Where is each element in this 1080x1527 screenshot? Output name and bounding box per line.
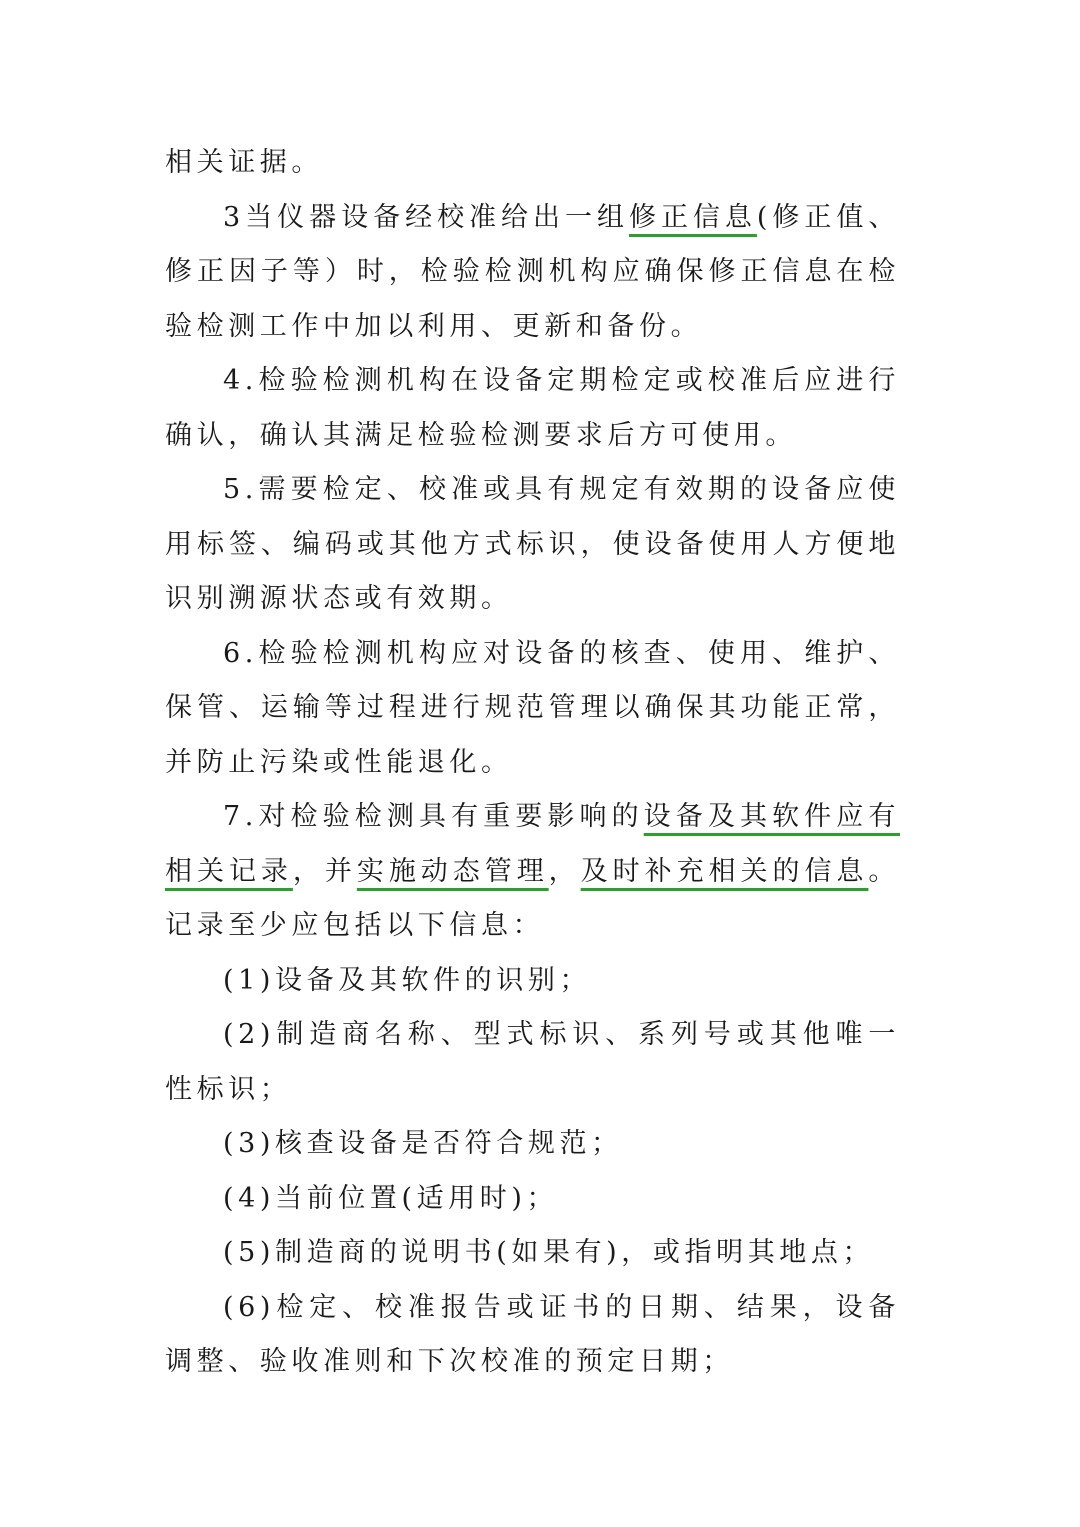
- list-item: [165, 1008, 900, 1117]
- list-item-text: (2)制造商名称、型式标识、系列号或其他唯一性标识；: [165, 1019, 900, 1105]
- paragraph-text: 3当仪器设备经校准给出一组: [223, 201, 629, 233]
- list-item: [165, 954, 900, 1009]
- paragraph-text: 4.检验检测机构在设备定期检定或校准后应进行确认，确认其满足检验检测要求后方可使用。: [165, 365, 900, 451]
- paragraph-evidence-tail: [165, 136, 900, 191]
- paragraph-item-7: [165, 790, 900, 954]
- list-item: [165, 1172, 900, 1227]
- list-item-text: (5)制造商的说明书(如果有)，或指明其地点；: [223, 1237, 875, 1268]
- paragraph-item-4: [165, 354, 900, 463]
- list-item: [165, 1117, 900, 1172]
- list-item-text: (1)设备及其软件的识别；: [223, 964, 592, 996]
- paragraph-item-5: [165, 463, 900, 627]
- list-item-text: (3)核查设备是否符合规范；: [223, 1128, 623, 1159]
- paragraph-text: 。记录至少应包括以下信息：: [165, 855, 901, 941]
- underlined-phrase: 及时补充相关的信息: [580, 855, 869, 887]
- underlined-phrase: 设备及其软件应有相关记录: [165, 801, 900, 887]
- paragraph-text: 7.对检验检测具有重要影响的: [223, 801, 644, 832]
- paragraph-item-3: [165, 191, 900, 355]
- paragraph-item-6: [165, 627, 900, 791]
- list-item: [165, 1226, 900, 1281]
- paragraph-text: 6.检验检测机构应对设备的核查、使用、维护、保管、运输等过程进行规范管理以确保其功能正常，并防止污染或性能退化。: [165, 637, 900, 778]
- list-item-text: (4)当前位置(适用时)；: [223, 1182, 559, 1214]
- paragraph-text: 相关证据。: [165, 147, 323, 178]
- underlined-phrase: 实施动态管理: [356, 855, 549, 887]
- paragraph-text: 5.需要检定、校准或具有规定有效期的设备应使用标签、编码或其他方式标识，使设备使用人方便地识别溯源状态或有效期。: [165, 474, 900, 614]
- list-item-text: (6)检定、校准报告或证书的日期、结果，设备调整、验收准则和下次校准的预定日期；: [165, 1291, 900, 1377]
- paragraph-text: ，: [548, 855, 581, 887]
- document-body: [165, 136, 900, 1390]
- paragraph-text: ，并: [292, 855, 357, 887]
- underlined-phrase: 修正信息: [628, 201, 757, 233]
- paragraph-text: (修正值、修正因子等）时，检验检测机构应确保修正信息在检验检测工作中加以利用、更新和备份。: [165, 201, 900, 342]
- list-item: [165, 1281, 900, 1390]
